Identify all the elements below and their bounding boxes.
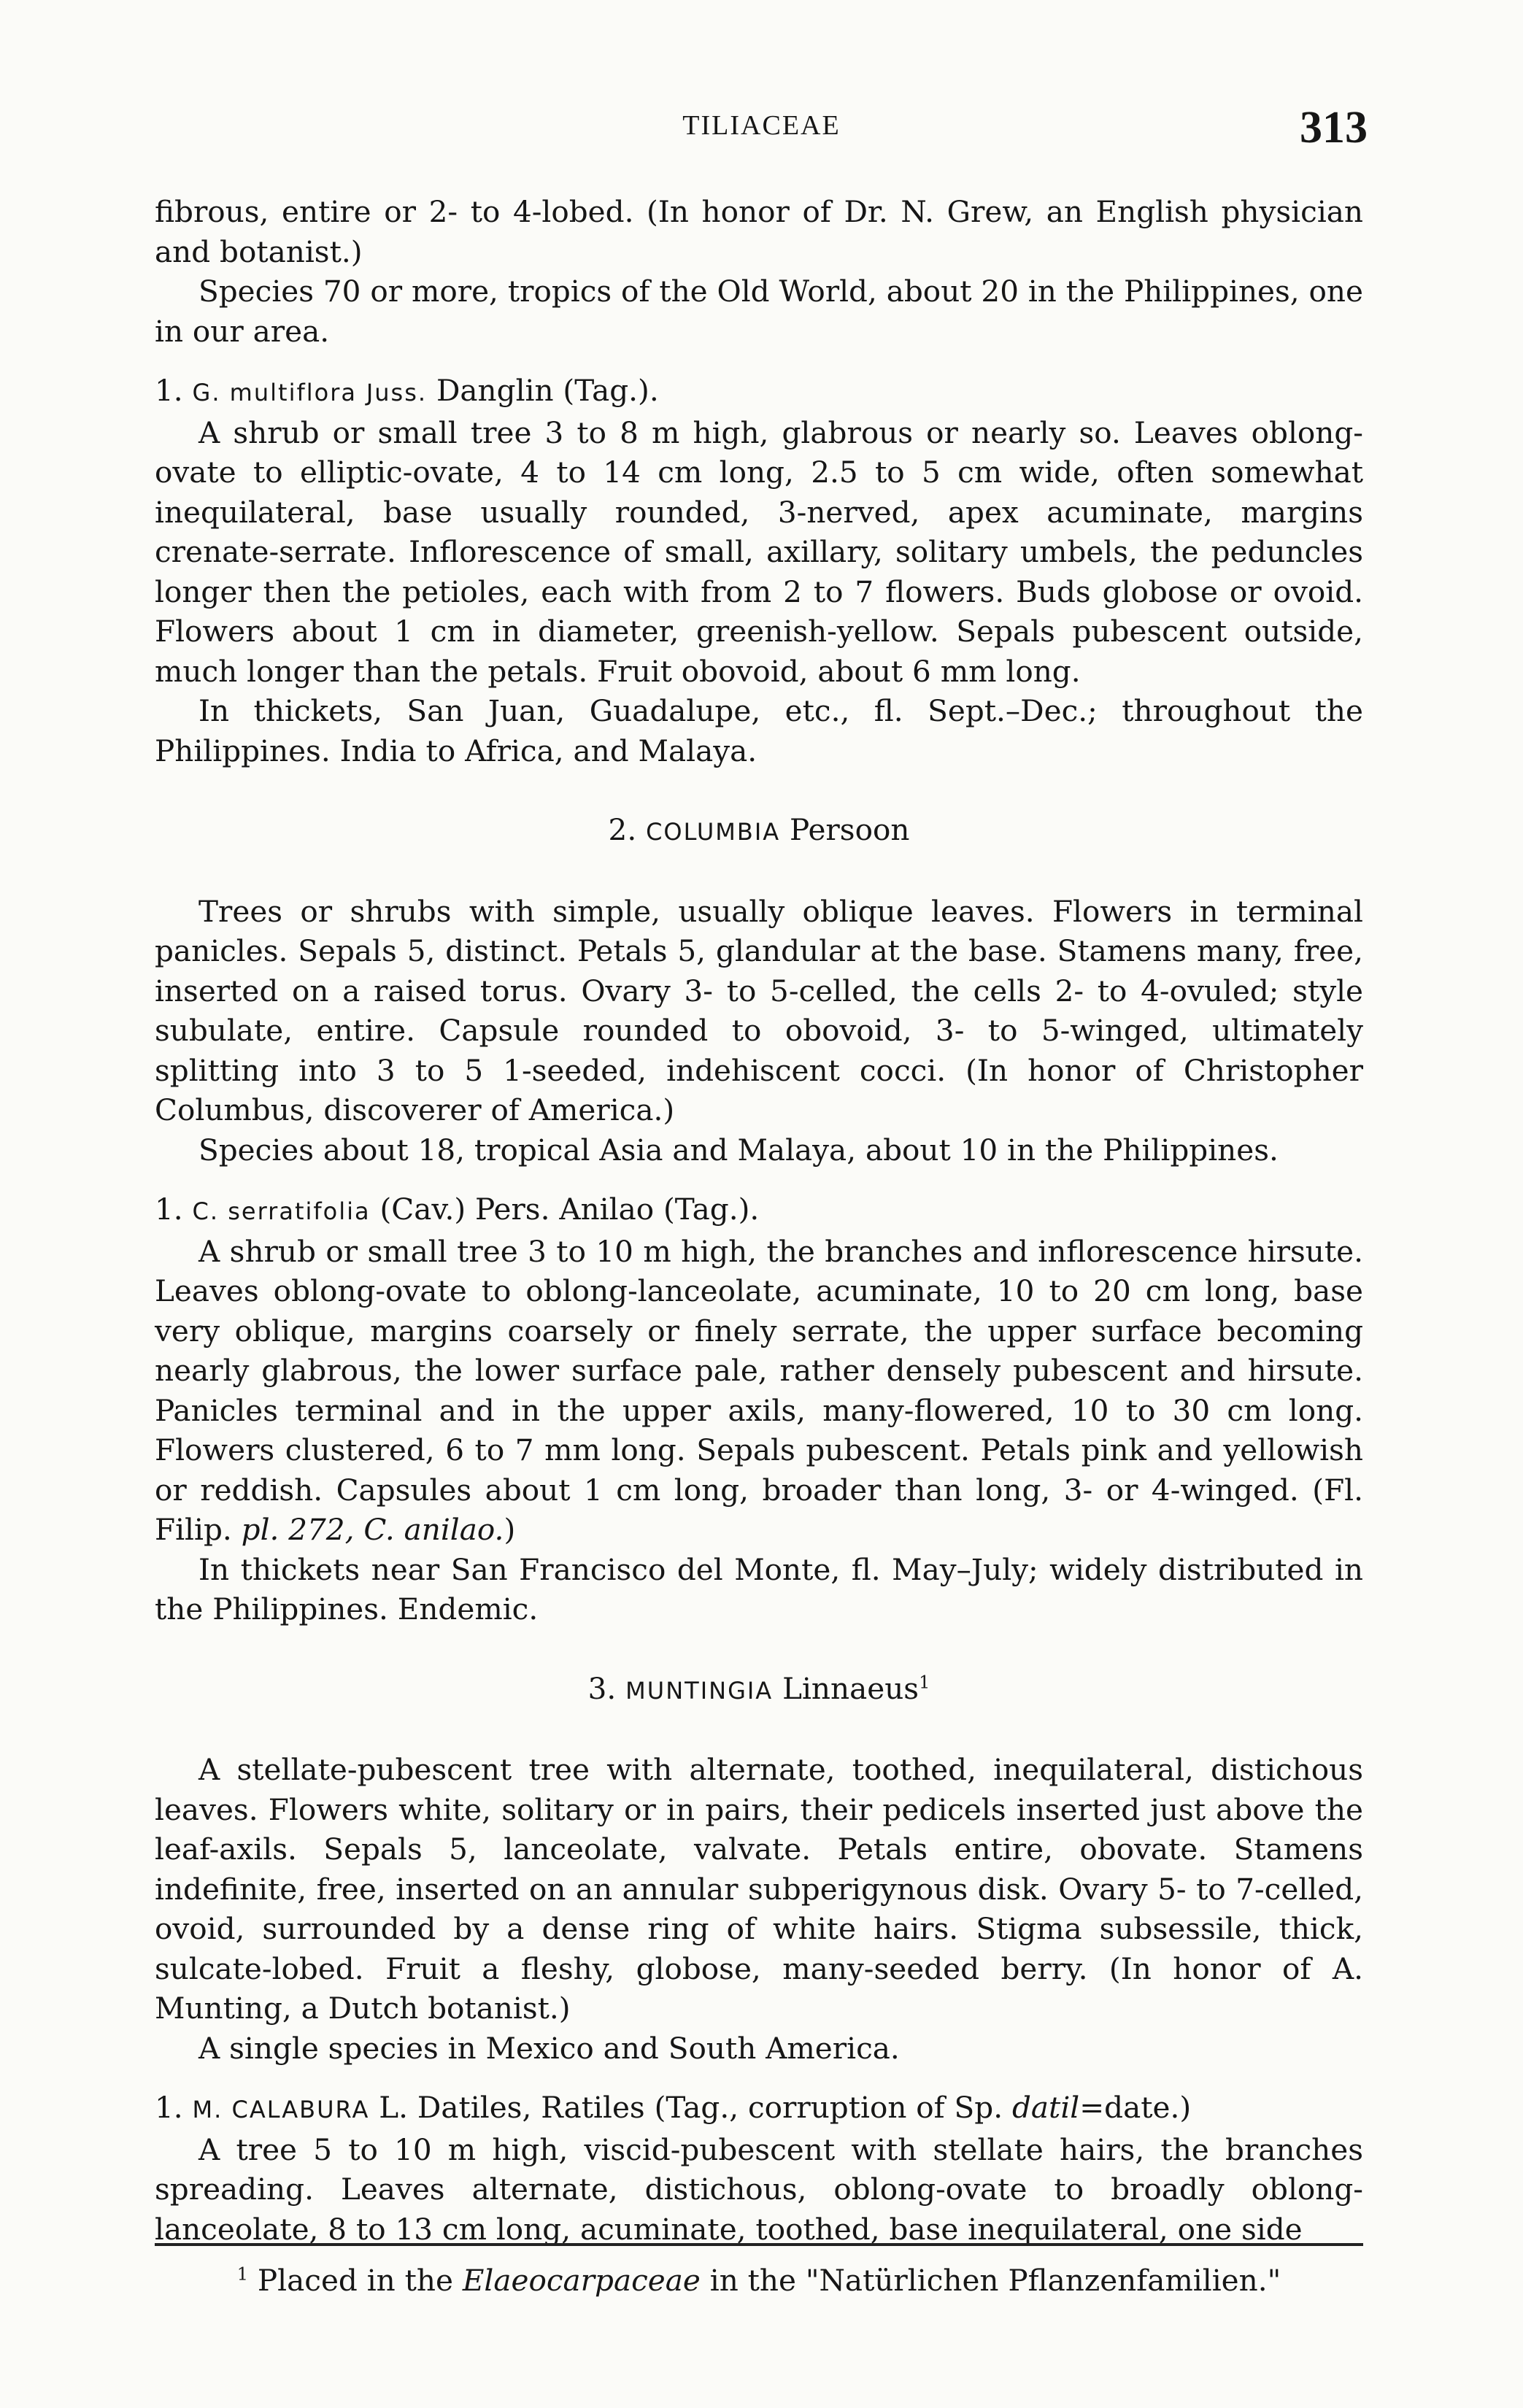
genus-number: 3. [587,1670,617,1706]
species-number: 1. [155,373,183,408]
grewia-distribution: Species 70 or more, tropics of the Old World, about 20 in the Philippines, one in our area. [155,274,1363,349]
muntingia-distribution: A single species in Mexico and South America. [198,2030,900,2066]
page-number: 313 [1300,103,1368,153]
footnote-mark: 1 [236,2264,249,2285]
footnote [155,2261,1363,2301]
grewia-multiflora-description: A shrub or small tree 3 to 8 m high, glabrous or nearly so. Leaves oblong-ovate to elliptic-ovate, 4 to 14 cm long, 2.5 to 5 cm wide, often somewhat inequilateral, base usually rounded, 3-nerved, apex acuminate, margins crenate-serrate. Inflorescence of small, axillary, solitary umbels, the peduncles longer then the petioles, each with from 2 to 7 flowers. Buds globose or ovoid. Flowers about 1 cm in diameter, greenish-yellow. Sepals pubescent outside, much longer than the petals. Fruit obovoid, about 6 mm long. [155,414,1363,689]
species-name: G. multiflora [192,379,357,406]
grewia-multiflora-heading [155,371,1363,413]
common-name-suffix: =date.) [1079,2090,1192,2125]
columbia-distribution: Species about 18, tropical Asia and Malaya, about 10 in the Philippines. [198,1132,1279,1168]
columbia-serratifolia-description [155,1232,1363,1550]
genus-heading-muntingia [155,1669,1363,1711]
description-text: A shrub or small tree 3 to 10 m high, the branches and inflorescence hirsute. Leaves oblong-ovate to oblong-lanceolate, acuminate, 10 to 20 cm long, base very oblique, margins coarsely or finely serrate, the upper surface becoming nearly glabrous, the lower surface pale, rather densely pubescent and hirsute. Panicles terminal and in the upper axils, many-flowered, 10 to 30 cm long. Flowers clustered, 6 to 7 mm long. Sepals pubescent. Petals pink and yellowish or reddish. Capsules about 1 cm long, broader than long, 3- or 4-winged. [155,1233,1363,1508]
footnote-rule [155,2243,1363,2246]
footnote-suffix: in the "Natürlichen Pflanzenfamilien." [709,2263,1281,2298]
genus-name: MUNTINGIA [625,1676,774,1705]
columbia-serratifolia-heading [155,1189,1363,1232]
species-authority: Juss. [366,379,428,406]
species-name: C. serratifolia [192,1197,371,1225]
species-number: 1. [155,1192,183,1227]
species-authority: (Cav.) Pers. [379,1192,550,1227]
body-text [155,192,1363,2249]
genus-heading-columbia [155,810,1363,852]
footnote-marker: 1 [919,1672,930,1692]
genus-authority: Persoon [790,812,910,847]
species-name: M. CALABURA [192,2096,370,2123]
citation-plate: pl. 272, C. anilao. [241,1512,504,1547]
grewia-multiflora-habitat: In thickets, San Juan, Guadalupe, etc., fl. Sept.–Dec.; throughout the Philippines. India to Africa, and Malaya. [155,693,1363,768]
common-name: Anilao (Tag.). [559,1192,760,1227]
common-name: Datiles, Ratiles (Tag., corruption of Sp. [417,2090,1003,2125]
footnote-family: Elaeocarpaceae [462,2263,701,2298]
muntingia-calabura-heading [155,2088,1363,2130]
genus-number: 2. [608,812,637,847]
muntingia-calabura-description: A tree 5 to 10 m high, viscid-pubescent with stellate hairs, the branches spreading. Leaves alternate, distichous, oblong-ovate to broadly oblong-lanceolate, 8 to 13 cm long, acuminate, toothed, base inequilateral, one side [155,2131,1363,2247]
common-name-word: datil [1011,2090,1080,2125]
columbia-serratifolia-habitat: In thickets near San Francisco del Monte, fl. May–July; widely distributed in the Philippines. Endemic. [155,1551,1363,1626]
genus-name: COLUMBIA [646,818,781,846]
species-number: 1. [155,2090,183,2125]
grewia-description-end: fibrous, entire or 2- to 4-lobed. (In honor of Dr. N. Grew, an English physician and botanist.) [155,194,1363,269]
running-head: TILIACEAE [682,110,841,141]
common-name: Danglin (Tag.). [436,373,659,408]
genus-authority: Linnaeus [782,1670,919,1706]
species-authority: L. [379,2090,409,2125]
columbia-description: Trees or shrubs with simple, usually oblique leaves. Flowers in terminal panicles. Sepals 5, distinct. Petals 5, glandular at the base. Stamens many, free, inserted on a raised torus. Ovary 3- to 5-celled, the cells 2- to 4-ovuled; style subulate, entire. Capsule rounded to obovoid, 3- to 5-winged, ultimately splitting into 3 to 5 1-seeded, indehiscent cocci. (In honor of Christopher Columbus, discoverer of America.) [155,893,1363,1127]
footnote-text: Placed in the [257,2263,453,2298]
citation-prefix: (Fl. Filip. [155,1472,1363,1547]
muntingia-description: A stellate-pubescent tree with alternate, toothed, inequilateral, distichous leaves. Flowers white, solitary or in pairs, their pedicels inserted just above the leaf-axils. Sepals 5, lanceolate, valvate. Petals entire, obovate. Stamens indefinite, free, inserted on an annular subperigynous disk. Ovary 5- to 7-celled, ovoid, surrounded by a dense ring of white hairs. Stigma subsessile, thick, sulcate-lobed. Fruit a fleshy, globose, many-seeded berry. (In honor of A. Munting, a Dutch botanist.) [155,1752,1363,2026]
citation-suffix: ) [504,1512,516,1547]
